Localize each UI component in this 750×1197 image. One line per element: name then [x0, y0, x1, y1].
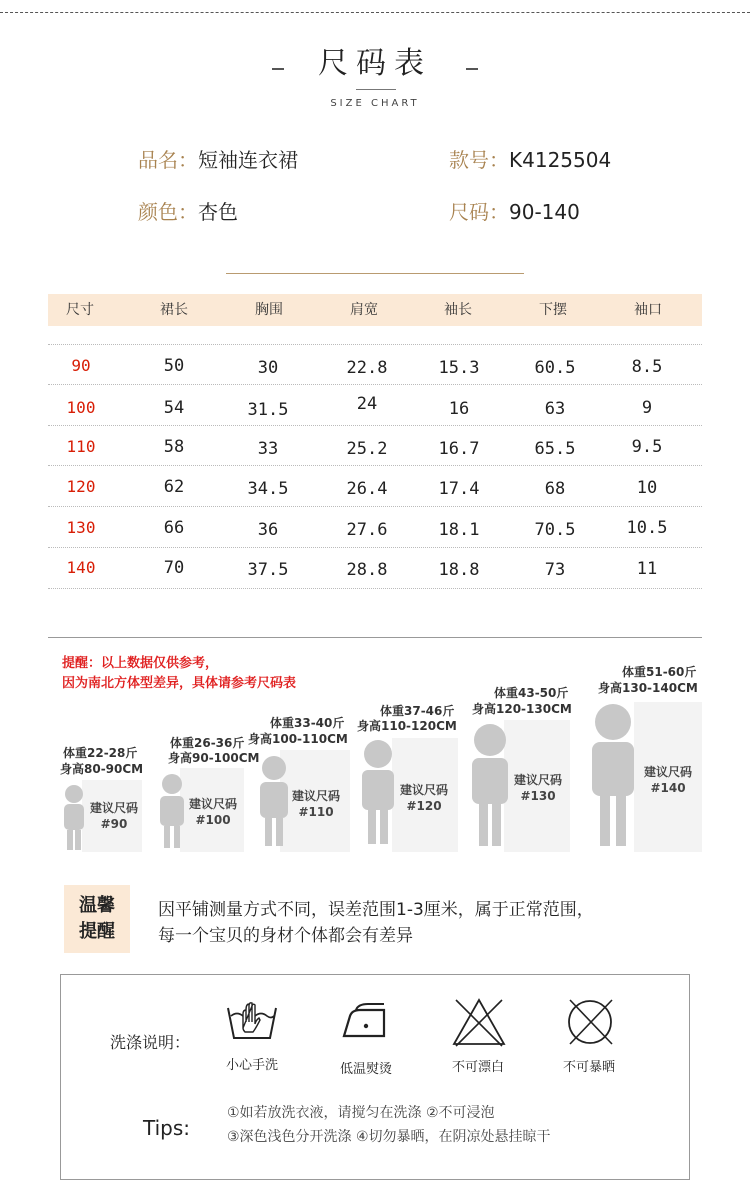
kid-rec-size: #100: [195, 813, 231, 827]
table-cell: 54: [163, 398, 185, 418]
table-cell: 30: [257, 358, 279, 378]
table-cell: 11: [636, 559, 658, 579]
section-divider: [48, 637, 702, 638]
tips-line: ①如若放洗衣液，请搅匀在洗涤 ②不可浸泡: [227, 1105, 495, 1121]
product-color-key: 颜色：: [138, 200, 198, 224]
table-cell-size: 120: [66, 477, 96, 496]
table-cell: 15.3: [438, 358, 480, 378]
table-cell: 63: [544, 399, 566, 419]
kid-rec-size: #90: [100, 817, 128, 831]
warm-reminder-badge: [64, 885, 130, 953]
table-cell: 37.5: [247, 560, 289, 580]
product-name-key: 品名：: [138, 148, 198, 172]
table-cell-size: 90: [71, 356, 91, 375]
header-cuff: 袖口: [634, 302, 662, 318]
kid-height: 身高100-110CM: [248, 732, 348, 746]
row-divider: [48, 465, 702, 466]
header-hem: 下摆: [539, 302, 567, 318]
table-cell: 9: [641, 398, 653, 418]
table-cell: 68: [544, 479, 566, 499]
no-bleach-icon: [450, 996, 508, 1048]
table-cell: 58: [163, 437, 185, 457]
kid-rec-size: #110: [298, 805, 334, 819]
table-cell: 33: [257, 439, 279, 459]
table-cell: 18.8: [438, 560, 480, 580]
no-tumble-dry-icon: [562, 994, 618, 1050]
title-underline: [356, 89, 396, 90]
kid-rec-size: #140: [650, 781, 686, 795]
table-cell: 60.5: [534, 358, 576, 378]
kid-rec-label: 建议尺码: [513, 773, 562, 787]
child-silhouette-icon: [586, 702, 640, 852]
child-silhouette-icon: [466, 722, 514, 852]
table-cell: 18.1: [438, 520, 480, 540]
table-cell: 70.5: [534, 520, 576, 540]
kid-weight: 体重22-28斤: [63, 746, 138, 760]
no-tumble-dry-label: 不可暴晒: [562, 1060, 615, 1075]
table-cell: 28.8: [346, 560, 388, 580]
table-cell: 8.5: [631, 357, 663, 377]
hand-wash-label: 小心手洗: [225, 1058, 278, 1073]
table-cell: 34.5: [247, 479, 289, 499]
table-cell: 24: [356, 394, 378, 414]
header-length: 裙长: [160, 302, 188, 318]
table-cell: 10.5: [626, 518, 668, 538]
table-cell: 62: [163, 477, 185, 497]
kid-height: 身高80-90CM: [60, 762, 144, 776]
row-divider: [48, 344, 702, 345]
kid-rec-label: 建议尺码: [89, 801, 138, 815]
low-iron-label: 低温熨烫: [339, 1062, 392, 1077]
header-sleeve: 袖长: [444, 302, 472, 318]
kid-weight: 体重26-36斤: [170, 736, 245, 750]
kid-height: 身高130-140CM: [598, 681, 698, 695]
page-subtitle: SIZE CHART: [330, 98, 420, 109]
table-cell: 50: [163, 356, 185, 376]
kid-height: 身高90-100CM: [168, 751, 260, 765]
kid-rec-label: 建议尺码: [399, 783, 448, 797]
row-divider: [48, 506, 702, 507]
kid-weight: 体重33-40斤: [270, 716, 345, 730]
product-name-value: 短袖连衣裙: [198, 148, 298, 172]
table-cell: 70: [163, 558, 185, 578]
table-cell: 17.4: [438, 479, 480, 499]
table-cell: 16: [448, 399, 470, 419]
kid-rec-label: 建议尺码: [643, 765, 692, 779]
size-table-header: [48, 294, 702, 326]
table-cell: 22.8: [346, 358, 388, 378]
kid-weight: 体重37-46斤: [380, 704, 455, 718]
kid-height: 身高120-130CM: [472, 702, 572, 716]
kid-weight: 体重51-60斤: [622, 665, 697, 679]
row-divider: [48, 425, 702, 426]
warm-reminder-text: [158, 897, 594, 949]
info-divider: [226, 273, 524, 274]
header-size: 尺寸: [66, 302, 94, 318]
header-shoulder: 肩宽: [350, 302, 378, 318]
tips-line: ③深色浅色分开洗涤 ④切勿暴晒，在阴凉处悬挂晾干: [227, 1129, 551, 1145]
page-title-wrap: [0, 38, 750, 82]
low-iron-icon: [338, 1002, 394, 1042]
row-divider: [48, 547, 702, 548]
warm-text-line: 因平铺测量方式不同，误差范围1-3厘米，属于正常范围，: [158, 900, 594, 920]
kid-height: 身高110-120CM: [357, 719, 457, 733]
size-range-key: 尺码：: [449, 200, 509, 224]
size-range-value: 90-140: [509, 200, 580, 224]
product-color: [138, 196, 238, 225]
kid-rec-label: 建议尺码: [291, 789, 340, 803]
header-chest: 胸围: [255, 302, 283, 318]
table-cell-size: 110: [66, 437, 96, 456]
product-name: [138, 144, 298, 173]
warm-label-line: 提醒: [79, 921, 115, 942]
table-cell: 66: [163, 518, 185, 538]
page-title: 尺码表: [318, 46, 432, 81]
style-number-key: 款号：: [449, 148, 509, 172]
row-divider: [48, 588, 702, 589]
kid-weight: 体重43-50斤: [494, 686, 569, 700]
table-cell-size: 140: [66, 558, 96, 577]
product-color-value: 杏色: [198, 200, 238, 224]
row-divider: [48, 384, 702, 385]
table-cell: 36: [257, 520, 279, 540]
table-cell: 25.2: [346, 439, 388, 459]
hand-wash-icon: [225, 998, 279, 1046]
no-bleach-label: 不可漂白: [451, 1060, 504, 1075]
care-instructions-title: 洗涤说明：: [110, 1033, 191, 1052]
table-cell: 73: [544, 560, 566, 580]
style-number: [449, 144, 611, 173]
table-cell-size: 100: [66, 398, 96, 417]
warm-text-line: 每一个宝贝的身材个体都会有差异: [158, 926, 413, 946]
title-left-dash: [272, 68, 284, 70]
size-range: [449, 196, 580, 225]
table-cell: 27.6: [346, 520, 388, 540]
kid-rec-size: #120: [406, 799, 442, 813]
reminder-line: 提醒：以上数据仅供参考，: [62, 656, 219, 671]
title-right-dash: [466, 68, 478, 70]
style-number-value: K4125504: [509, 148, 612, 172]
size-reminder: [62, 654, 296, 694]
table-cell: 31.5: [247, 400, 289, 420]
table-cell: 10: [636, 478, 658, 498]
kid-rec-label: 建议尺码: [188, 797, 237, 811]
top-dashed-divider: [0, 12, 750, 13]
reminder-line: 因为南北方体型差异，具体请参考尺码表: [62, 676, 297, 691]
table-cell: 9.5: [631, 437, 663, 457]
table-cell: 65.5: [534, 439, 576, 459]
table-cell: 26.4: [346, 479, 388, 499]
table-cell-size: 130: [66, 518, 96, 537]
kid-rec-size: #130: [520, 789, 556, 803]
table-cell: 16.7: [438, 439, 480, 459]
tips-label: Tips:: [143, 1116, 191, 1140]
warm-label-line: 温馨: [79, 895, 115, 916]
